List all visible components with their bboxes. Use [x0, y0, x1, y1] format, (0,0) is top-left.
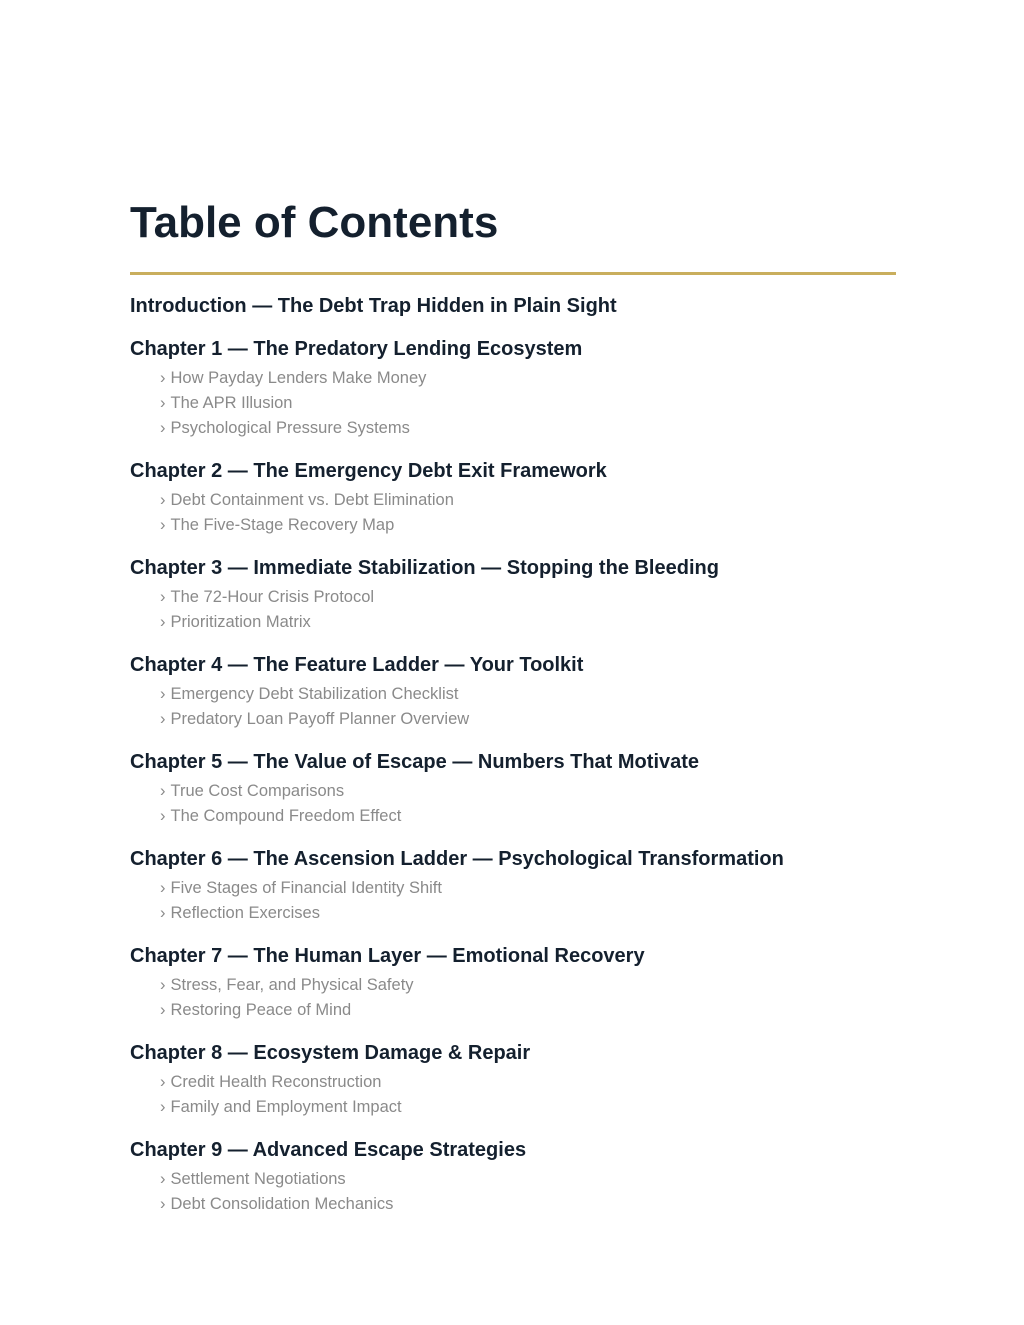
chevron-right-icon: ›	[160, 1195, 166, 1213]
toc-subsection-item[interactable]	[160, 391, 896, 416]
chevron-right-icon: ›	[160, 491, 166, 509]
toc-subsection-item[interactable]	[160, 513, 896, 538]
toc-subsection-label: Predatory Loan Payoff Planner Overview	[170, 710, 470, 728]
toc-subsection-label: The Five-Stage Recovery Map	[170, 516, 395, 534]
chevron-right-icon: ›	[160, 807, 166, 825]
toc-subsection-item[interactable]	[160, 1192, 896, 1217]
chevron-right-icon: ›	[160, 1001, 166, 1019]
toc-chapter-title[interactable]: Chapter 3 — Immediate Stabilization — Stopping the Bleeding	[130, 557, 719, 579]
toc-chapter-title[interactable]: Chapter 5 — The Value of Escape — Numbers That Motivate	[130, 751, 700, 773]
chevron-right-icon: ›	[160, 879, 166, 897]
chevron-right-icon: ›	[160, 419, 166, 437]
toc-page	[130, 196, 896, 1234]
toc-subsection-item[interactable]	[160, 998, 896, 1023]
toc-chapter-title[interactable]: Introduction — The Debt Trap Hidden in Plain Sight	[130, 295, 617, 317]
toc-entry	[130, 555, 896, 635]
toc-chapter-title[interactable]: Chapter 8 — Ecosystem Damage & Repair	[130, 1042, 531, 1064]
toc-chapter-title[interactable]: Chapter 2 — The Emergency Debt Exit Framework	[130, 460, 607, 482]
chevron-right-icon: ›	[160, 588, 166, 606]
toc-entry	[130, 293, 896, 319]
toc-subsection-item[interactable]	[160, 804, 896, 829]
toc-subsection-item[interactable]	[160, 779, 896, 804]
toc-sublist	[160, 1070, 896, 1120]
toc-subsection-label: Debt Consolidation Mechanics	[170, 1195, 394, 1213]
chevron-right-icon: ›	[160, 1170, 166, 1188]
toc-subsection-label: The 72-Hour Crisis Protocol	[170, 588, 375, 606]
toc-subsection-label: Five Stages of Financial Identity Shift	[170, 879, 442, 897]
toc-subsection-item[interactable]	[160, 366, 896, 391]
toc-entry	[130, 1137, 896, 1217]
toc-subsection-label: True Cost Comparisons	[170, 782, 345, 800]
toc-subsection-item[interactable]	[160, 1095, 896, 1120]
toc-list	[130, 293, 896, 1217]
toc-subsection-item[interactable]	[160, 876, 896, 901]
chevron-right-icon: ›	[160, 516, 166, 534]
toc-entry	[130, 1040, 896, 1120]
chevron-right-icon: ›	[160, 782, 166, 800]
toc-entry	[130, 652, 896, 732]
toc-sublist	[160, 366, 896, 441]
chevron-right-icon: ›	[160, 1073, 166, 1091]
chevron-right-icon: ›	[160, 710, 166, 728]
toc-entry	[130, 846, 896, 926]
chevron-right-icon: ›	[160, 369, 166, 387]
toc-subsection-label: How Payday Lenders Make Money	[170, 369, 427, 387]
toc-subsection-label: Prioritization Matrix	[170, 613, 311, 631]
toc-chapter-title[interactable]: Chapter 7 — The Human Layer — Emotional Recovery	[130, 945, 645, 967]
toc-entry	[130, 336, 896, 441]
chevron-right-icon: ›	[160, 976, 166, 994]
toc-subsection-item[interactable]	[160, 610, 896, 635]
toc-subsection-label: Settlement Negotiations	[170, 1170, 346, 1188]
toc-sublist	[160, 973, 896, 1023]
title-divider	[130, 272, 896, 275]
toc-chapter-title[interactable]: Chapter 6 — The Ascension Ladder — Psychological Transformation	[130, 848, 784, 870]
chevron-right-icon: ›	[160, 1098, 166, 1116]
toc-subsection-item[interactable]	[160, 901, 896, 926]
toc-sublist	[160, 876, 896, 926]
toc-subsection-label: Emergency Debt Stabilization Checklist	[170, 685, 459, 703]
toc-subsection-item[interactable]	[160, 1070, 896, 1095]
toc-subsection-label: The APR Illusion	[170, 394, 293, 412]
toc-subsection-item[interactable]	[160, 488, 896, 513]
chevron-right-icon: ›	[160, 613, 166, 631]
toc-chapter-title[interactable]: Chapter 1 — The Predatory Lending Ecosystem	[130, 338, 583, 360]
toc-subsection-item[interactable]	[160, 585, 896, 610]
toc-entry	[130, 458, 896, 538]
toc-subsection-label: Reflection Exercises	[170, 904, 320, 922]
toc-subsection-label: The Compound Freedom Effect	[170, 807, 402, 825]
toc-subsection-label: Credit Health Reconstruction	[170, 1073, 382, 1091]
chevron-right-icon: ›	[160, 685, 166, 703]
toc-subsection-label: Debt Containment vs. Debt Elimination	[170, 491, 454, 509]
toc-subsection-item[interactable]	[160, 707, 896, 732]
toc-sublist	[160, 682, 896, 732]
toc-chapter-title[interactable]: Chapter 4 — The Feature Ladder — Your Toolkit	[130, 654, 584, 676]
page-title: Table of Contents	[130, 198, 499, 247]
toc-subsection-label: Psychological Pressure Systems	[170, 419, 410, 437]
toc-subsection-label: Restoring Peace of Mind	[170, 1001, 352, 1019]
toc-sublist	[160, 488, 896, 538]
toc-entry	[130, 749, 896, 829]
toc-sublist	[160, 585, 896, 635]
chevron-right-icon: ›	[160, 904, 166, 922]
toc-subsection-item[interactable]	[160, 1167, 896, 1192]
chevron-right-icon: ›	[160, 394, 166, 412]
toc-subsection-label: Stress, Fear, and Physical Safety	[170, 976, 414, 994]
toc-subsection-item[interactable]	[160, 682, 896, 707]
toc-chapter-title[interactable]: Chapter 9 — Advanced Escape Strategies	[130, 1139, 527, 1161]
toc-sublist	[160, 1167, 896, 1217]
toc-subsection-label: Family and Employment Impact	[170, 1098, 402, 1116]
toc-entry	[130, 943, 896, 1023]
toc-subsection-item[interactable]	[160, 973, 896, 998]
toc-subsection-item[interactable]	[160, 416, 896, 441]
toc-sublist	[160, 779, 896, 829]
